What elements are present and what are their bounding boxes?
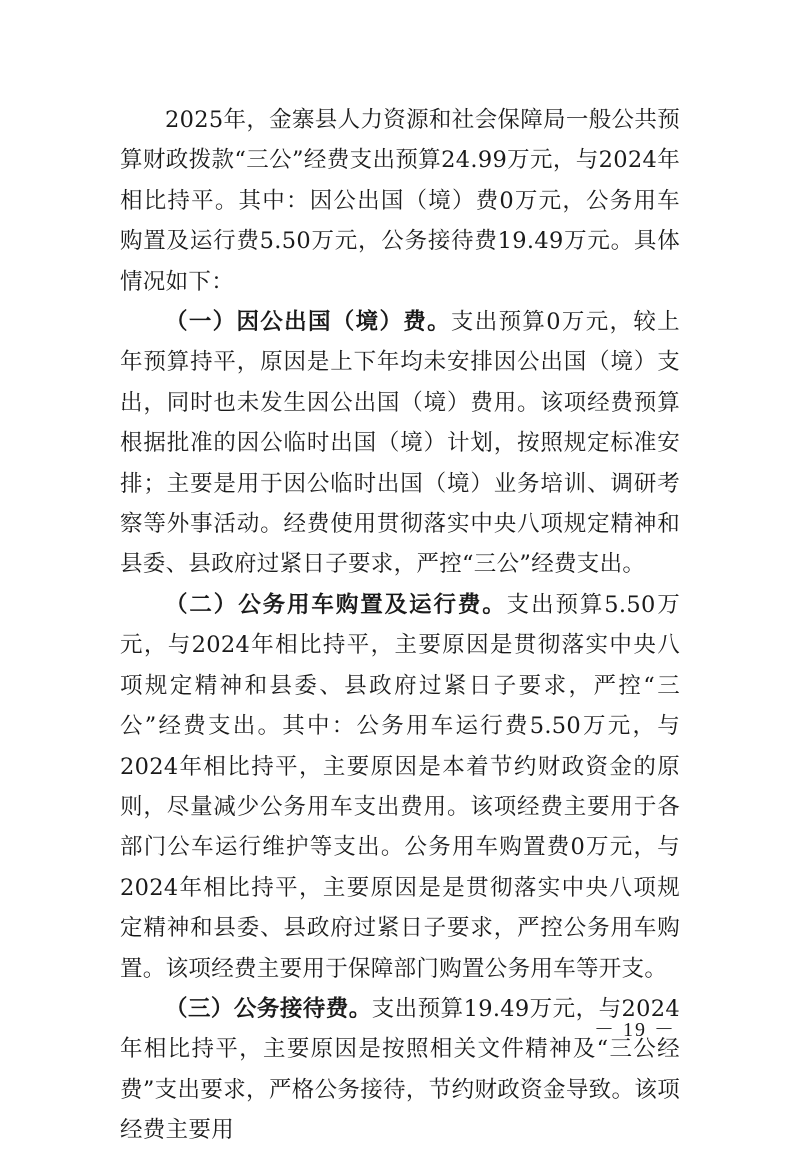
- paragraph-intro-text: 2025年，金寨县人力资源和社会保障局一般公共预算财政拨款“三公”经费支出预算24.99万元，与2024年相比持平。其中：因公出国（境）费0万元，公务用车购置及运行费5.50万元，公务接待费19.49万元。具体情况如下：: [120, 107, 680, 295]
- section-2-heading: （二）公务用车购置及运行费。: [165, 591, 507, 618]
- page-number: － 19 －: [594, 1019, 676, 1041]
- section-1-text: 支出预算0万元，较上年预算持平，原因是上下年均未安排因公出国（境）支出，同时也未发生因公出国（境）费用。该项经费预算根据批准的因公临时出国（境）计划，按照规定标准安排；主要是用于因公临时出国（境）业务培训、调研考察等外事活动。经费使用贯彻落实中央八项规定精神和县委、县政府过紧日子要求，严控“三公”经费支出。: [120, 309, 680, 578]
- paragraph-section-1: [120, 302, 680, 585]
- document-body: [120, 100, 680, 1151]
- section-3-text: 支出预算19.49万元，与2024年相比持平，主要原因是按照相关文件精神及“三公经费”支出要求，严格公务接待，节约财政资金导致。该项经费主要用: [120, 995, 681, 1144]
- section-2-text: 支出预算5.50万元，与2024年相比持平，主要原因是贯彻落实中央八项规定精神和县委、县政府过紧日子要求，严控“三公”经费支出。其中：公务用车运行费5.50万元，与2024年相比持平，主要原因是本着节约财政资金的原则，尽量减少公务用车支出费用。该项经费主要用于各部门公车运行维护等支出。公务用车购置费0万元，与2024年相比持平，主要原因是是贯彻落实中央八项规定精神和县委、县政府过紧日子要求，严控公务用车购置。该项经费主要用于保障部门购置公务用车等开支。: [120, 591, 680, 982]
- paragraph-section-2: [120, 585, 680, 989]
- section-3-heading: （三）公务接待费。: [165, 995, 372, 1022]
- section-1-heading: （一）因公出国（境）费。: [165, 309, 451, 336]
- paragraph-intro: [120, 100, 680, 302]
